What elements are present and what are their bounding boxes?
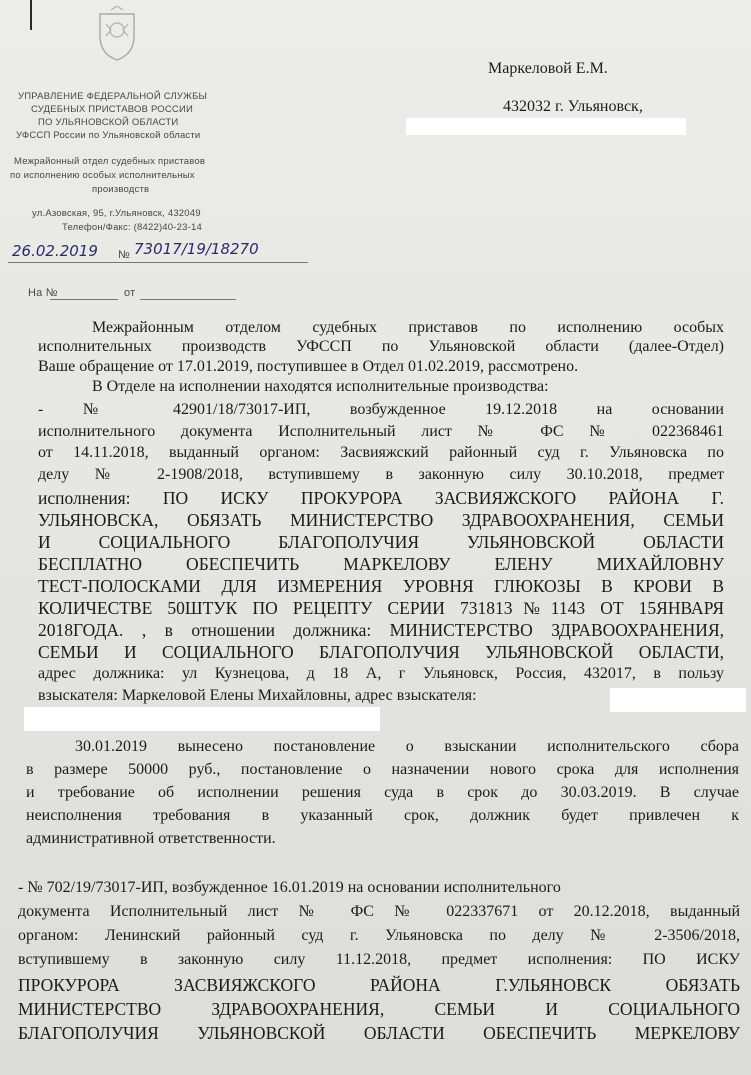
reply-date-label: от: [124, 287, 136, 299]
proceeding-1-line: взыскателя: Маркеловой Елены Михайловны, адрес взыскателя:: [38, 687, 477, 704]
body-line: Ваше обращение от 17.01.2019, поступившее в Отдел 01.02.2019, рассмотрено.: [38, 358, 579, 375]
redacted-claimant-address-2: [24, 707, 380, 731]
body-line: Межрайонным отделом судебных приставов по исполнению особых: [92, 319, 724, 336]
proceeding-1-line: делу № 2-1908/2018, вступившему в законную силу 30.10.2018, предмет: [38, 466, 724, 483]
reply-date-blank: [140, 299, 236, 300]
body-line: В Отделе на исполнении находятся исполнительные производства:: [92, 378, 549, 395]
proceeding-2-line: МИНИСТЕРСТВО ЗДРАВООХРАНЕНИЯ, СЕМЬИ И СОЦИАЛЬНОГО: [18, 999, 740, 1019]
date-underline: [8, 262, 308, 263]
proceeding-2-line: документа Исполнительный лист № ФС № 022337671 от 20.12.2018, выданный: [18, 903, 740, 920]
agency-line-1: УПРАВЛЕНИЕ ФЕДЕРАЛЬНОЙ СЛУЖБЫ: [18, 91, 208, 102]
proceeding-1-line: БЕСПЛАТНО ОБЕСПЕЧИТЬ МАРКЕЛОВУ ЕЛЕНУ МИХАЙЛОВНУ: [38, 554, 724, 574]
decision-line: административной ответственности.: [26, 830, 276, 847]
proceeding-1-line: 2018ГОДА. , в отношении должника: МИНИСТЕРСТВО ЗДРАВООХРАНЕНИЯ,: [38, 620, 724, 640]
proceeding-1-line: от 14.11.2018, выданный органом: Засвияжский районный суд г. Ульяновска по: [38, 444, 724, 461]
proceeding-2-line: органом: Ленинский районный суд г. Ульяновска по делу № 2-3506/2018,: [18, 927, 740, 944]
proceeding-1-line: адрес должника: ул Кузнецова, д 18 А, г Ульяновск, Россия, 432017, в пользу: [38, 665, 724, 682]
department-line-1: Межрайонный отдел судебных приставов: [14, 156, 206, 167]
proceeding-2-line: БЛАГОПОЛУЧИЯ УЛЬЯНОВСКОЙ ОБЛАСТИ ОБЕСПЕЧИТЬ МЕРКЕЛОВУ: [18, 1023, 740, 1043]
handwritten-number: 73017/19/18270: [134, 240, 259, 258]
proceeding-1-line: УЛЬЯНОВСКА, ОБЯЗАТЬ МИНИСТЕРСТВО ЗДРАВООХРАНЕНИЯ, СЕМЬИ: [38, 510, 724, 530]
redacted-recipient-street: [406, 118, 686, 135]
reply-number-blank: [50, 299, 118, 300]
proceeding-2-line: - № 702/19/73017-ИП, возбужденное 16.01.2019 на основании исполнительного: [18, 879, 561, 896]
proceeding-1-line: исполнительного документа Исполнительный лист № ФС № 022368461: [38, 423, 724, 440]
proceeding-1-line: КОЛИЧЕСТВЕ 50ШТУК ПО РЕЦЕПТУ СЕРИИ 731813№1143 ОТ 15ЯНВАРЯ: [38, 598, 724, 618]
decision-line: и требование об исполнении решения суда в срок до 30.03.2019. В случае: [26, 784, 739, 801]
state-emblem-icon: [94, 6, 140, 62]
agency-line-4: УФССП России по Ульяновской области: [16, 130, 201, 141]
proceeding-1-line: исполнения: ПО ИСКУ ПРОКУРОРА ЗАСВИЯЖСКОГО РАЙОНА Г.: [38, 488, 724, 508]
recipient-name: Маркеловой Е.М.: [488, 60, 608, 77]
decision-line: неисполнения требования в указанный срок, должник будет привлечен к: [26, 807, 739, 824]
corner-mark: [30, 0, 32, 30]
decision-line: 30.01.2019 вынесено постановление о взыскании исполнительского сбора: [75, 738, 739, 755]
number-sign: №: [118, 249, 131, 261]
proceeding-1-line: СЕМЬИ И СОЦИАЛЬНОГО БЛАГОПОЛУЧИЯ УЛЬЯНОВСКОЙ ОБЛАСТИ,: [38, 642, 724, 662]
redacted-claimant-address: [610, 688, 746, 712]
address-line: ул.Азовская, 95, г.Ульяновск, 432049: [32, 208, 201, 219]
agency-line-3: ПО УЛЬЯНОВСКОЙ ОБЛАСТИ: [38, 117, 179, 128]
proceeding-1-line: - № 42901/18/73017-ИП, возбужденное 19.12.2018 на основании: [38, 401, 724, 418]
phone-line: Телефон/Факс: (8422)40-23-14: [62, 222, 202, 233]
decision-line: в размере 50000 руб., постановление о назначении нового срока для исполнения: [26, 761, 739, 778]
handwritten-date: 26.02.2019: [12, 242, 98, 260]
proceeding-2-line: ПРОКУРОРА ЗАСВИЯЖСКОГО РАЙОНА Г.УЛЬЯНОВСК ОБЯЗАТЬ: [18, 975, 740, 995]
body-line: исполнительных производств УФССП по Ульяновской области (далее-Отдел): [38, 338, 724, 355]
recipient-address: 432032 г. Ульяновск,: [503, 98, 643, 115]
department-line-2: по исполнению особых исполнительных: [10, 170, 195, 181]
department-line-3: производств: [92, 184, 150, 195]
reply-number-label: На №: [28, 287, 58, 299]
proceeding-1-line: ТЕСТ-ПОЛОСКАМИ ДЛЯ ИЗМЕРЕНИЯ УРОВНЯ ГЛЮКОЗЫ В КРОВИ В: [38, 576, 724, 596]
proceeding-2-line: вступившему в законную силу 11.12.2018, предмет исполнения: ПО ИСКУ: [18, 951, 740, 968]
proceeding-1-line: И СОЦИАЛЬНОГО БЛАГОПОЛУЧИЯ УЛЬЯНОВСКОЙ ОБЛАСТИ: [38, 532, 724, 552]
agency-line-2: СУДЕБНЫХ ПРИСТАВОВ РОССИИ: [31, 104, 194, 115]
